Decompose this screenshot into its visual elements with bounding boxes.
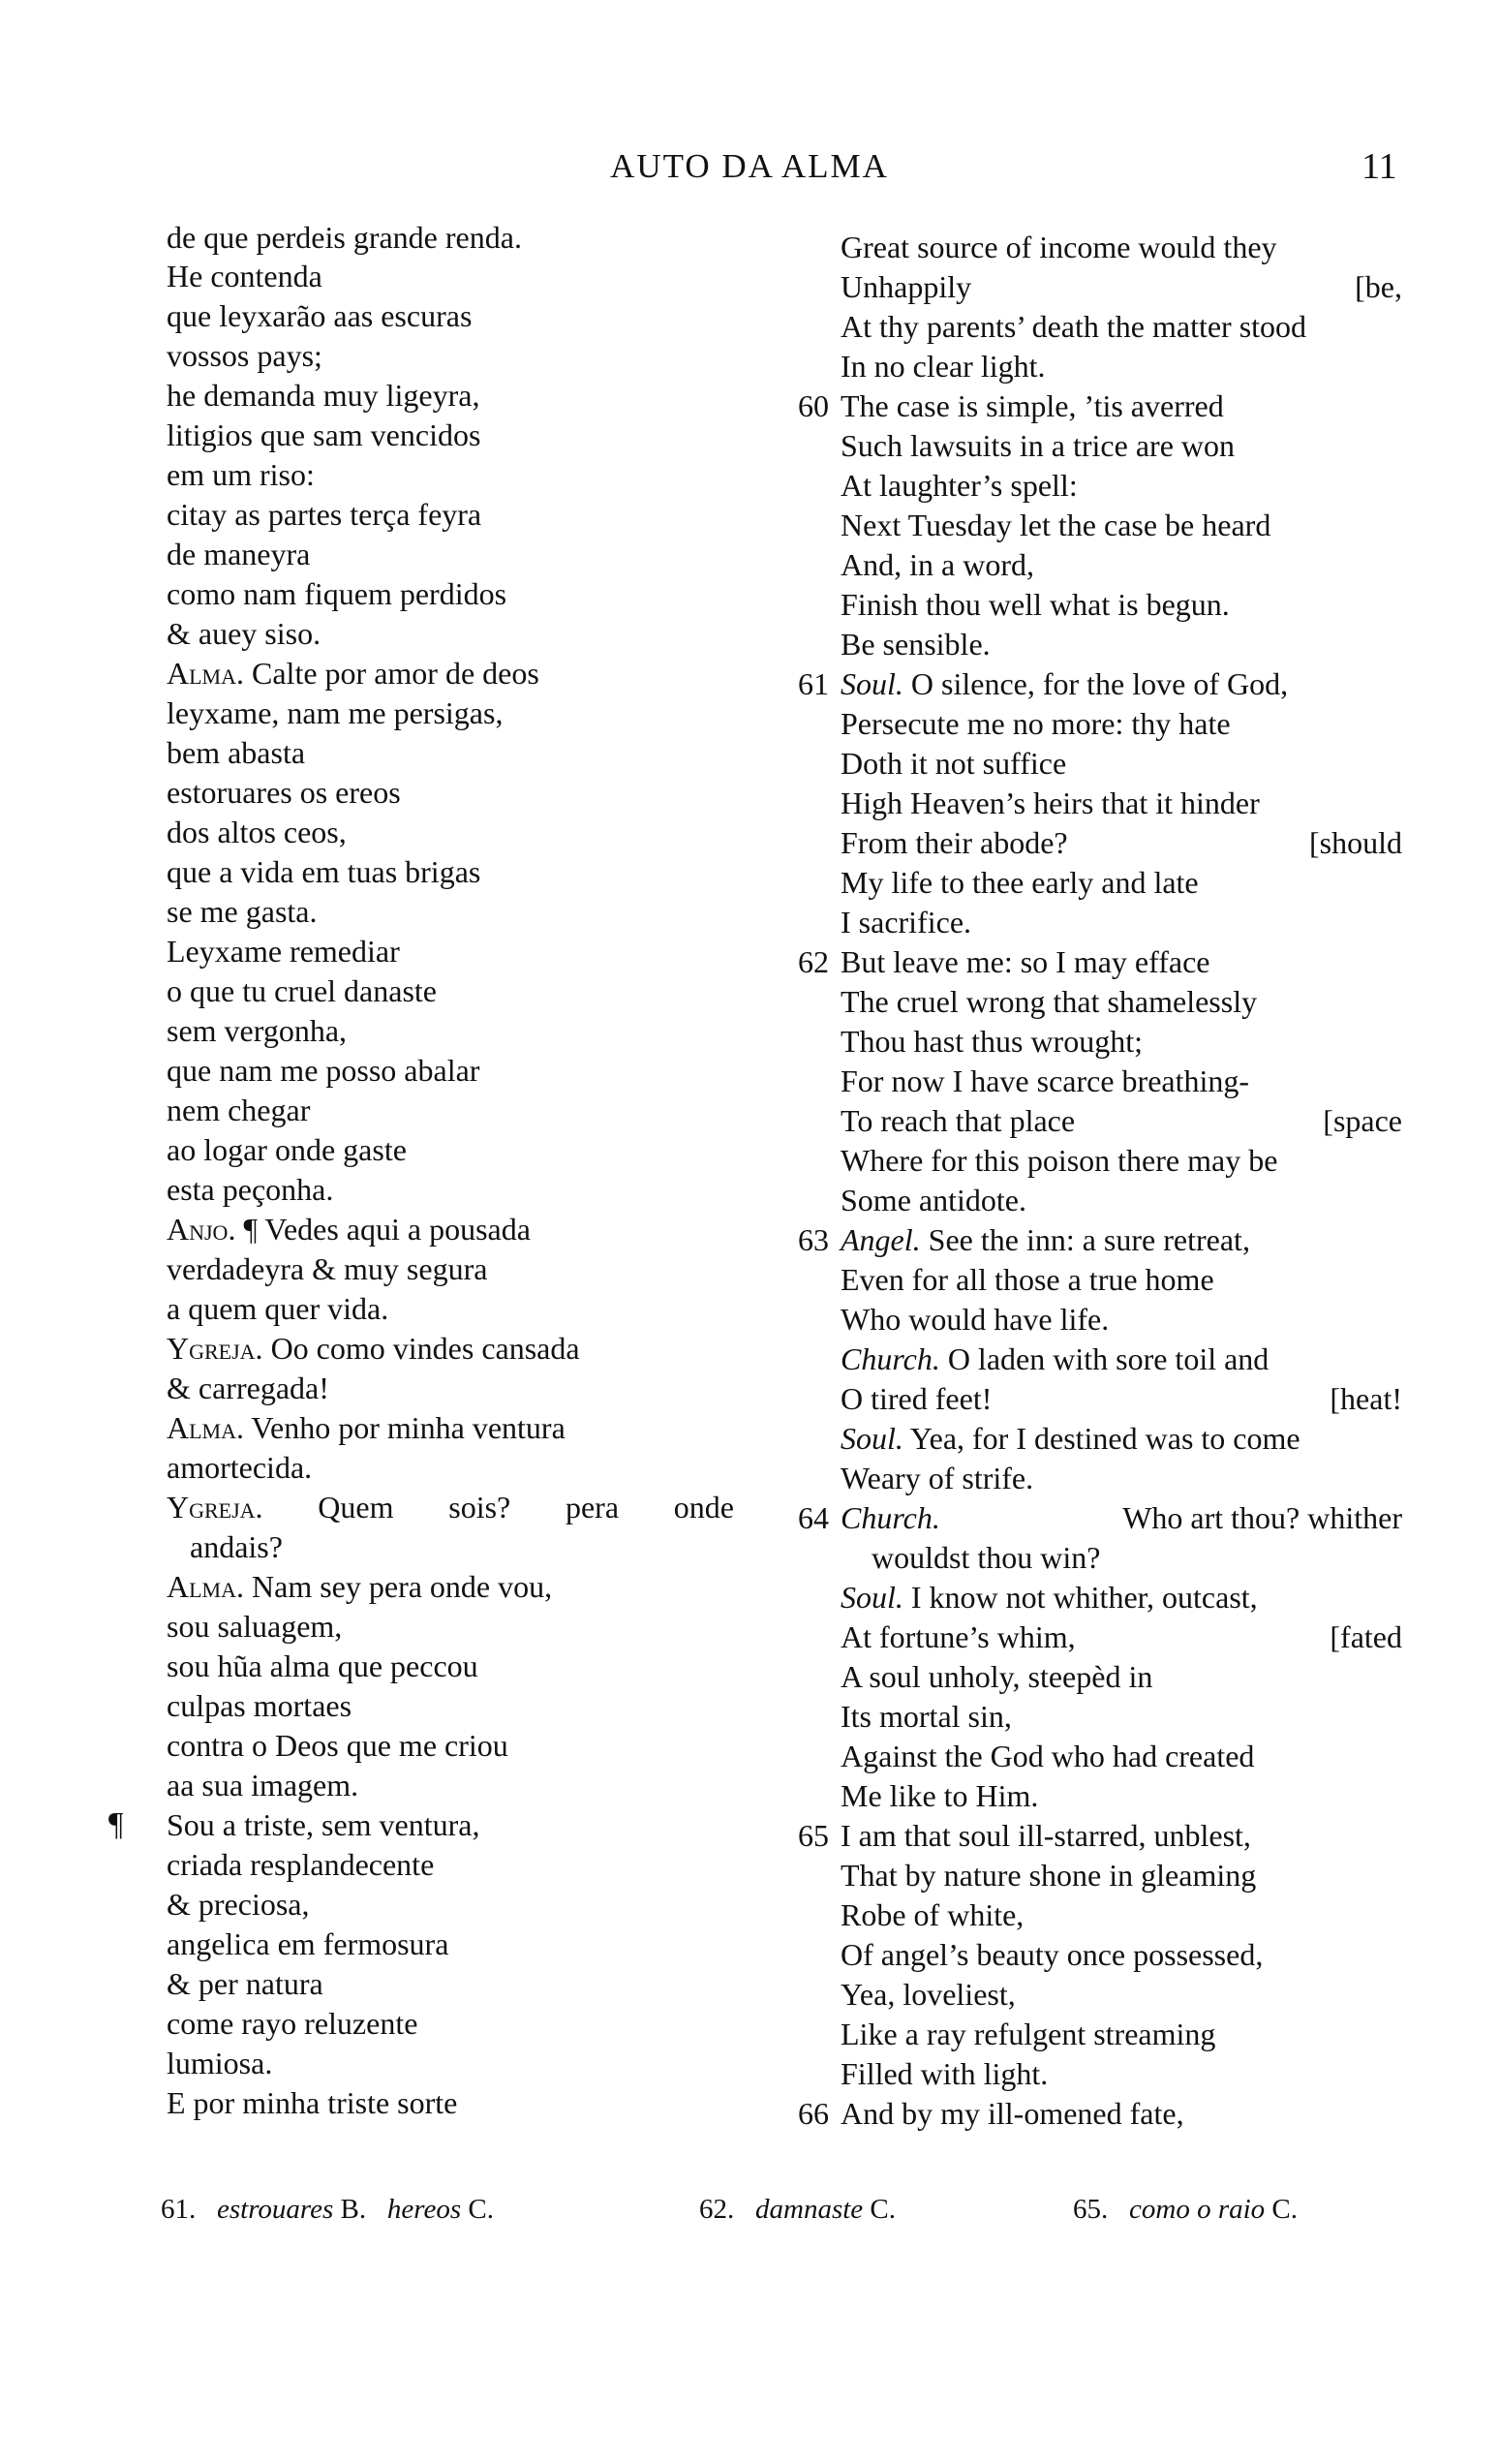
verse-line: Where for this poison there may be	[841, 1143, 1278, 1178]
verse-line: Who would have life.	[841, 1302, 1110, 1337]
verse-text: Who art thou? whither	[1122, 1500, 1402, 1535]
verse-line: criada resplandecente	[167, 1847, 435, 1882]
verse-text: O laden with sore toil and	[947, 1341, 1270, 1376]
verse-line: bem abasta	[167, 735, 306, 770]
verse-line: And, in a word,	[841, 547, 1034, 582]
verse-line: Yea, loveliest,	[841, 1977, 1016, 2012]
verse-line: Sou a triste, sem ventura,	[167, 1807, 480, 1842]
speaker-label: Alma.	[167, 1410, 244, 1445]
verse-line: And by my ill-omened fate,	[841, 2096, 1184, 2131]
verse-line	[841, 1499, 1402, 1536]
verse-text: Calte por amor de deos	[252, 656, 539, 691]
verse-text: From their abode?	[841, 825, 1068, 860]
verse-line: Persecute me no more: thy hate	[841, 706, 1231, 741]
verse-line	[167, 1489, 734, 1525]
verse-line: ao logar onde gaste	[167, 1132, 407, 1167]
footnote-source: C.	[468, 2194, 494, 2225]
footnote-source: C.	[1271, 2194, 1299, 2225]
verse-line: que a vida em tuas brigas	[167, 854, 481, 889]
verse-line: wouldst thou win?	[872, 1540, 1101, 1575]
verse-line: como nam fiquem perdidos	[167, 576, 507, 611]
footnote-61	[161, 2192, 494, 2227]
verse-line: em um riso:	[167, 457, 315, 492]
verse-line: Even for all those a true home	[841, 1262, 1214, 1297]
verse-line: At thy parents’ death the matter stood	[841, 309, 1307, 344]
verse-line: For now I have scarce breathing-	[841, 1063, 1250, 1098]
verse-line	[841, 1221, 1402, 1258]
verse-line: citay as partes terça feyra	[167, 497, 482, 532]
speaker-label: Anjo.	[167, 1212, 236, 1247]
footnote-variant: hereos	[386, 2194, 462, 2225]
verse-text: See the inn: a sure retreat,	[928, 1222, 1250, 1257]
verse-line: sem vergonha,	[167, 1013, 348, 1048]
line-number: 65	[798, 1818, 829, 1853]
verse-line: esta peçonha.	[167, 1172, 334, 1207]
verse-line: Of angel’s beauty once possessed,	[841, 1937, 1264, 1972]
pilcrow-mark: ¶	[108, 1806, 124, 1842]
verse-line: & carregada!	[167, 1371, 329, 1405]
line-number: 66	[798, 2096, 829, 2131]
verse-word: pera	[565, 1490, 620, 1525]
verse-line: The cruel wrong that shamelessly	[841, 984, 1258, 1019]
verse-line: de maneyra	[167, 537, 311, 571]
verse-line	[841, 1420, 1402, 1457]
verse-line	[167, 1409, 734, 1446]
verse-line: But leave me: so I may efface	[841, 944, 1210, 979]
verse-line: Finish thou well what is begun.	[841, 587, 1230, 622]
verse-line: Against the God who had created	[841, 1739, 1255, 1773]
verse-line: At laughter’s spell:	[841, 468, 1078, 503]
verse-line: que leyxarão aas escuras	[167, 298, 473, 333]
line-number: 60	[798, 388, 829, 423]
verse-line: nem chegar	[167, 1093, 311, 1127]
turnover-text: [be,	[1355, 269, 1402, 304]
verse-line: Doth it not suffice	[841, 746, 1067, 781]
verse-text: Oo como vindes cansada	[270, 1331, 580, 1366]
verse-text: Yea, for I destined was to come	[909, 1421, 1300, 1456]
verse-line: verdadeyra & muy segura	[167, 1251, 488, 1286]
verse-line: he demanda muy ligeyra,	[167, 378, 480, 413]
verse-line: que nam me posso abalar	[167, 1053, 480, 1088]
footnote-variant: estrouares	[217, 2194, 334, 2225]
speaker-label: Angel.	[841, 1222, 921, 1257]
verse-line: come rayo reluzente	[167, 2006, 418, 2041]
verse-line: My life to thee early and late	[841, 865, 1199, 900]
footnote-65	[1073, 2192, 1298, 2227]
verse-line	[167, 655, 734, 692]
verse-line: Such lawsuits in a trice are won	[841, 428, 1235, 463]
running-title: AUTO DA ALMA	[610, 147, 889, 185]
footnote-number: 65.	[1073, 2194, 1109, 2225]
verse-line: angelica em fermosura	[167, 1926, 449, 1961]
footnote-62	[699, 2192, 896, 2227]
line-number: 63	[798, 1222, 829, 1257]
verse-text: To reach that place	[841, 1103, 1076, 1138]
verse-text: At fortune’s whim,	[841, 1619, 1076, 1654]
verse-line: & preciosa,	[167, 1887, 310, 1922]
line-number: 61	[798, 666, 829, 701]
verse-line	[841, 1618, 1402, 1655]
footnote-number: 62.	[699, 2194, 735, 2225]
verse-line: Some antidote.	[841, 1183, 1026, 1217]
verse-line: lumiosa.	[167, 2046, 273, 2080]
verse-line	[841, 1579, 1402, 1616]
verse-line: Leyxame remediar	[167, 934, 400, 969]
verse-line: Its mortal sin,	[841, 1699, 1012, 1734]
verse-line	[841, 665, 1402, 702]
verse-line: & per natura	[167, 1966, 323, 2001]
verse-line: Next Tuesday let the case be heard	[841, 508, 1271, 542]
verse-text: O silence, for the love of God,	[910, 666, 1289, 701]
verse-line: Great source of income would they	[841, 230, 1277, 264]
speaker-label: Soul.	[841, 666, 903, 701]
turnover-text: [fated	[1330, 1619, 1402, 1654]
verse-line: culpas mortaes	[167, 1688, 352, 1723]
verse-text: ¶ Vedes aqui a pousada	[243, 1212, 531, 1247]
verse-line: The case is simple, ’tis averred	[841, 388, 1224, 423]
verse-line: A soul unholy, steepèd in	[841, 1659, 1153, 1694]
verse-line	[841, 1340, 1402, 1377]
line-number: 62	[798, 944, 829, 979]
verse-line	[167, 1568, 734, 1605]
verse-text: Unhappily	[841, 269, 972, 304]
speaker-label: Alma.	[167, 656, 244, 691]
verse-line	[841, 1102, 1402, 1139]
verse-line: andais?	[190, 1529, 283, 1564]
verse-line	[841, 1380, 1402, 1417]
footnote-variant: como o raio	[1129, 2194, 1266, 2225]
verse-text: O tired feet!	[841, 1381, 993, 1416]
verse-line: o que tu cruel danaste	[167, 973, 437, 1008]
verse-line: Be sensible.	[841, 627, 991, 662]
footnote-source: B.	[340, 2194, 367, 2225]
verse-line: vossos pays;	[167, 338, 322, 373]
footnote-number: 61.	[161, 2194, 197, 2225]
verse-word: Quem	[318, 1490, 394, 1525]
verse-line: E por minha triste sorte	[167, 2085, 458, 2120]
speaker-label: Soul.	[841, 1421, 903, 1456]
verse-text: I know not whither, outcast,	[910, 1580, 1258, 1615]
verse-line: leyxame, nam me persigas,	[167, 695, 504, 730]
verse-word: onde	[673, 1490, 734, 1525]
verse-line	[841, 268, 1402, 305]
verse-line: Filled with light.	[841, 2056, 1049, 2091]
verse-line: Me like to Him.	[841, 1778, 1039, 1813]
verse-line: He contenda	[167, 259, 322, 293]
verse-line: I am that soul ill-starred, unblest,	[841, 1818, 1251, 1853]
verse-line	[167, 1211, 734, 1247]
verse-line: Like a ray refulgent streaming	[841, 2017, 1216, 2051]
speaker-label: Alma.	[167, 1569, 244, 1604]
turnover-text: [heat!	[1330, 1381, 1402, 1416]
verse-line: sou hũa alma que peccou	[167, 1648, 478, 1683]
line-number: 64	[798, 1500, 829, 1535]
verse-line: se me gasta.	[167, 894, 318, 929]
verse-line: I sacrifice.	[841, 905, 972, 939]
speaker-label: Church.	[841, 1500, 940, 1535]
speaker-label: Ygreja.	[167, 1331, 263, 1366]
verse-line	[167, 1330, 734, 1367]
verse-line: estoruares os ereos	[167, 775, 401, 810]
verse-line: contra o Deos que me criou	[167, 1728, 508, 1763]
verse-line: amortecida.	[167, 1450, 313, 1485]
footnote-variant: damnaste	[755, 2194, 864, 2225]
turnover-text: [should	[1309, 825, 1402, 860]
speaker-label: Ygreja.	[167, 1490, 263, 1525]
verse-line: sou saluagem,	[167, 1609, 343, 1644]
verse-line: litigios que sam vencidos	[167, 417, 481, 452]
speaker-label: Church.	[841, 1341, 940, 1376]
page-number: 11	[1361, 146, 1397, 187]
verse-line: Robe of white,	[841, 1897, 1025, 1932]
verse-word: sois?	[448, 1490, 511, 1525]
verse-line: & auey siso.	[167, 616, 321, 651]
footnote-source: C.	[870, 2194, 897, 2225]
verse-line: In no clear light.	[841, 349, 1046, 384]
verse-line: High Heaven’s heirs that it hinder	[841, 785, 1260, 820]
verse-text: Venho por minha ventura	[251, 1410, 566, 1445]
verse-line: That by nature shone in gleaming	[841, 1858, 1257, 1893]
verse-line: aa sua imagem.	[167, 1768, 359, 1802]
verse-line: de que perdeis grande renda.	[167, 220, 522, 255]
turnover-text: [space	[1323, 1103, 1402, 1138]
verse-line: a quem quer vida.	[167, 1291, 389, 1326]
verse-line: Weary of strife.	[841, 1461, 1034, 1495]
verse-text: Nam sey pera onde vou,	[252, 1569, 553, 1604]
verse-line: Thou hast thus wrought;	[841, 1024, 1143, 1059]
speaker-label: Soul.	[841, 1580, 903, 1615]
verse-line	[841, 824, 1402, 861]
verse-line: dos altos ceos,	[167, 815, 347, 849]
